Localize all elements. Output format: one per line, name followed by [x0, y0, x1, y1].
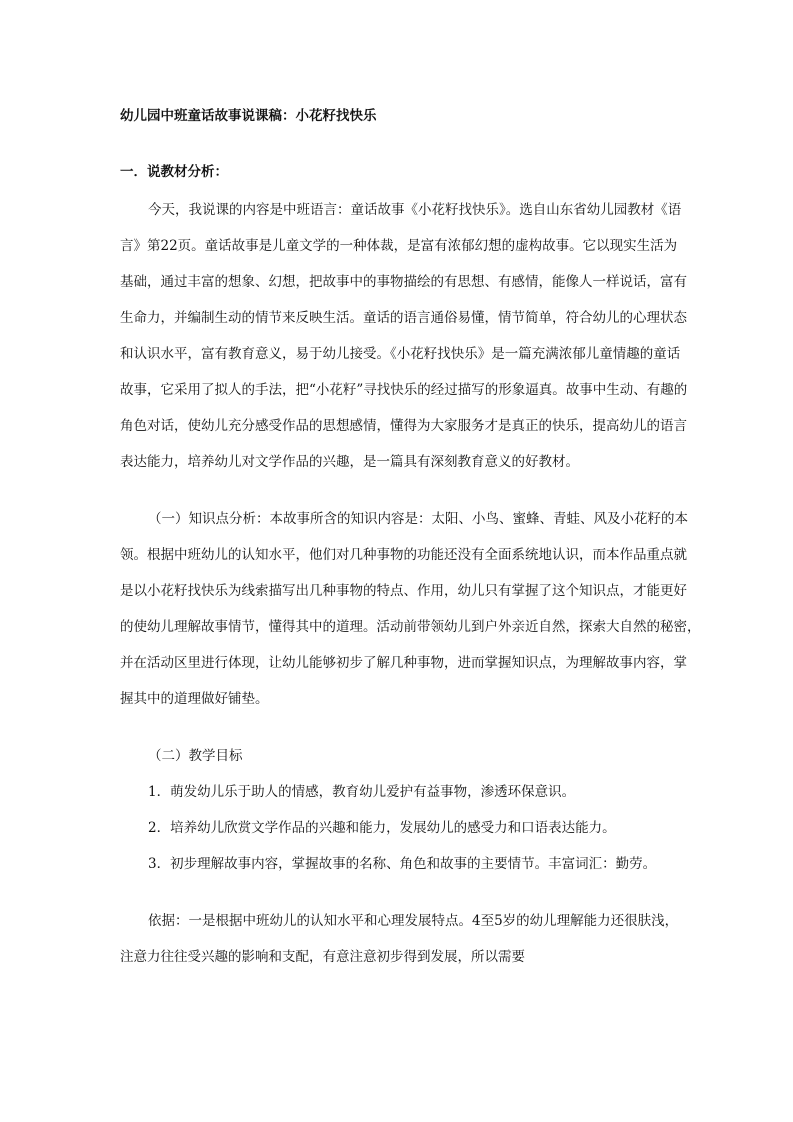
document-title: 幼儿园中班童话故事说课稿：小花籽找快乐 [120, 108, 377, 124]
paragraph-line: 的使幼儿理解故事情节，懂得其中的道理。活动前带领幼儿到户外亲近自然，探索大自然的秘密， [120, 619, 701, 635]
paragraph-line: 握其中的道理做好铺垫。 [120, 691, 269, 707]
paragraph-line: 并在活动区里进行体现，让幼儿能够初步了解几种事物，进而掌握知识点，为理解故事内容，掌 [120, 655, 687, 671]
section-heading-textbook-analysis: 一．说教材分析： [120, 164, 228, 180]
paragraph-line: 注意力往往受兴趣的影响和支配，有意注意初步得到发展，所以需要 [120, 949, 525, 965]
paragraph-line: 依据：一是根据中班幼儿的认知水平和心理发展特点。4至5岁的幼儿理解能力还很肤浅， [148, 913, 679, 929]
paragraph-line: 表达能力，培养幼儿对文学作品的兴趣，是一篇具有深刻教育意义的好教材。 [120, 454, 579, 470]
paragraph-line: 领。根据中班幼儿的认知水平，他们对几种事物的功能还没有全面系统地认识，而本作品重点就 [120, 547, 687, 563]
paragraph-line: 角色对话，使幼儿充分感受作品的思想感情，懂得为大家服务才是真正的快乐，提高幼儿的语言 [120, 418, 687, 434]
paragraph-line: 基础，通过丰富的想象、幻想，把故事中的事物描绘的有思想、有感情，能像人一样说话，富有 [120, 274, 687, 290]
paragraph-line: 是以小花籽找快乐为线索描写出几种事物的特点、作用，幼儿只有掌握了这个知识点，才能更好 [120, 583, 687, 599]
paragraph-line: 故事，它采用了拟人的手法，把“小花籽”寻找快乐的经过描写的形象逼真。故事中生动、有趣的 [120, 382, 688, 398]
paragraph-line: 和认识水平，富有教育意义，易于幼儿接受。《小花籽找快乐》是一篇充满浓郁儿童情趣的童话 [120, 346, 681, 362]
paragraph-line: 生命力，并编制生动的情节来反映生活。童话的语言通俗易懂，情节简单，符合幼儿的心理状态 [120, 310, 687, 326]
goal-item: 2．培养幼儿欣赏文学作品的兴趣和能力，发展幼儿的感受力和口语表达能力。 [148, 820, 616, 836]
paragraph-line: 今天，我说课的内容是中班语言：童话故事《小花籽找快乐》。选自山东省幼儿园教材《语 [148, 202, 682, 218]
paragraph-line: （一）知识点分析：本故事所含的知识内容是：太阳、小鸟、蜜蜂、青蛙、风及小花籽的本 [148, 511, 688, 527]
subheading-teaching-goals: （二）教学目标 [148, 748, 243, 764]
paragraph-line: 言》第22页。童话故事是儿童文学的一种体裁，是富有浓郁幻想的虚构故事。它以现实生活为 [120, 238, 678, 254]
goal-item: 3．初步理解故事内容，掌握故事的名称、角色和故事的主要情节。丰富词汇：勤劳。 [148, 856, 657, 872]
goal-item: 1．萌发幼儿乐于助人的情感，教育幼儿爱护有益事物，渗透环保意识。 [148, 784, 576, 800]
